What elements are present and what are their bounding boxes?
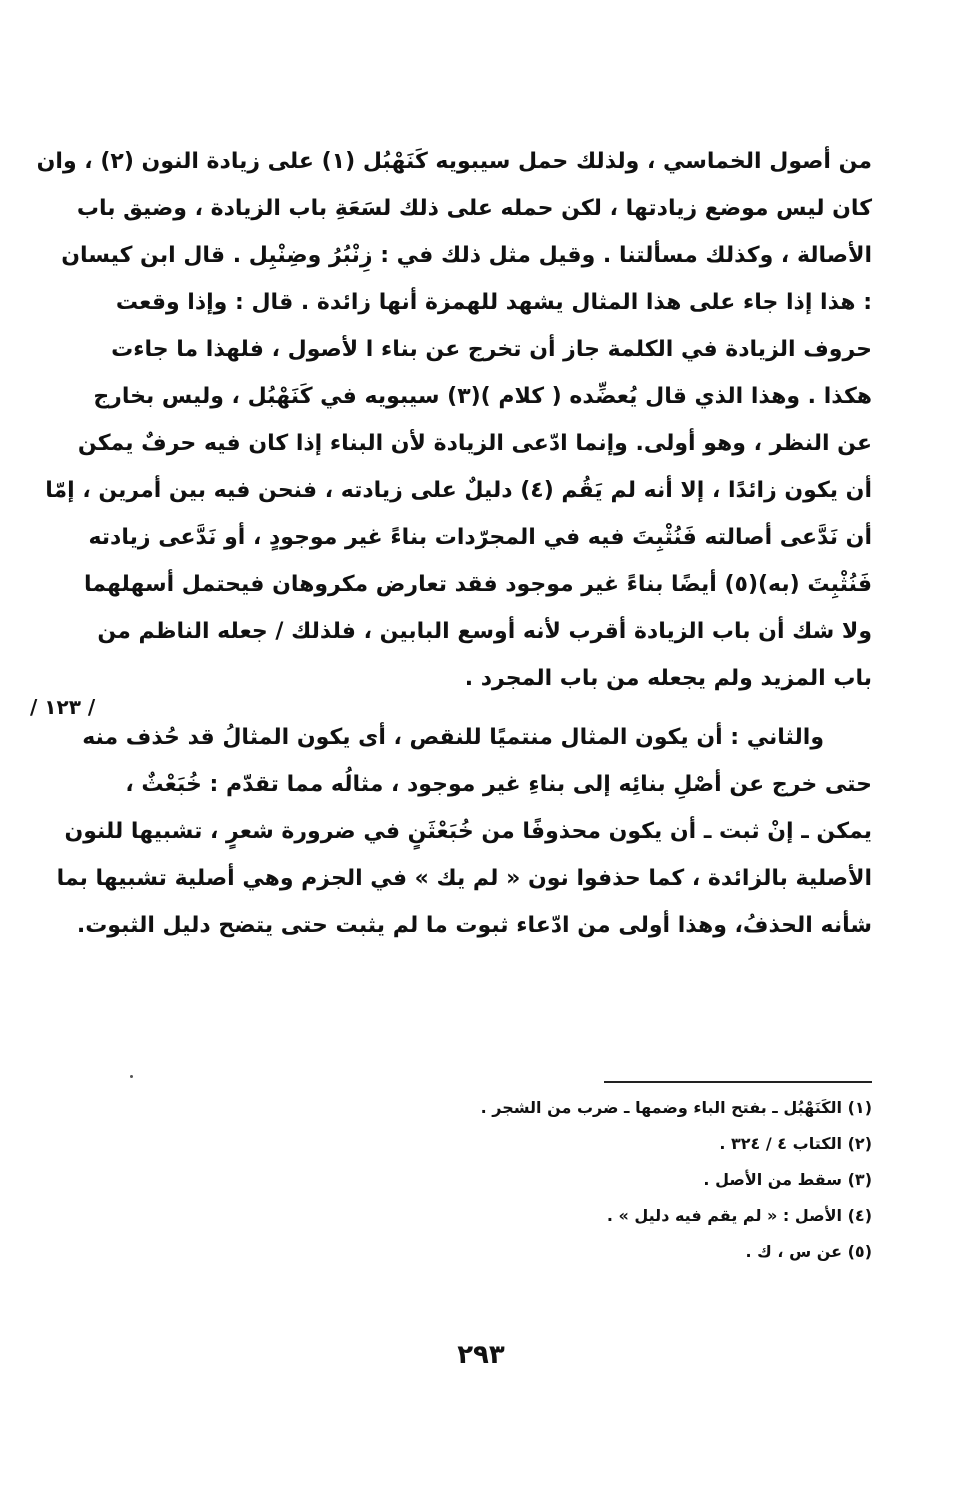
footnote-item: (٢) الكتاب ٤ / ٣٢٤ . (719, 1134, 872, 1153)
text-line: يمكن ـ إنْ ثبت ـ أن يكون محذوفًا من خُبَعْثَنٍ في ضرورة شعرٍ ، تشبيها للنون (64, 819, 872, 844)
paragraph-gap (130, 702, 872, 714)
footnote-item: (٤) الأصل : « لم يقم فيه دليل » . (606, 1206, 872, 1225)
text-line: والثاني : أن يكون المثال منتميًا للنقص ، أى يكون المثالُ قد حُذف منه (82, 725, 824, 750)
text-line: حتى خرج عن أصْلِ بنائِه إلى بناءِ غير موجود ، مثالُه مما تقدّم : خُبَعْثٌ ، (125, 772, 872, 797)
text-line: الأصلية بالزائدة ، كما حذفوا نون « لم يك » في الجزم وهي أصلية تشبيها بما (56, 866, 872, 891)
footnote-item: (١) الكَنَهْبُل ـ بفتح الباء وضمها ـ ضرب من الشجر . (480, 1098, 872, 1117)
text-line: حروف الزيادة في الكلمة جاز أن تخرج عن بناء ا لأصول ، فلهذا ما جاءت (111, 337, 872, 362)
text-line: أن نَدَّعى أصالته فَنُثْبِتَ فيه في المجرّدات بناءً غير موجودٍ ، أو نَدَّعى زيادته (88, 525, 872, 550)
text-line: الأصالة ، وكذلك مسألتنا . وقيل مثل ذلك في : زِنْبُرُ وضِنْبِل . قال ابن كيسان (61, 243, 872, 268)
text-line: أن يكون زائدًا ، إلا أنه لم يَقُم (٤) دليلٌ على زيادته ، فنحن فيه بين أمرين ، إمّا (45, 478, 872, 503)
page-number: ٢٩٣ (457, 1340, 505, 1370)
text-line: كان ليس موضع زيادتها ، لكن حمله على ذلك لسَعَةِ باب الزيادة ، وضيق باب (76, 196, 872, 221)
margin-page-reference: / ١٢٣ / (30, 695, 96, 719)
text-line: : هذا إذا جاء على هذا المثال يشهد للهمزة أنها زائدة . قال : وإذا وقعت (115, 290, 872, 315)
text-line: شأنه الحذفُ، وهذا أولى من ادّعاء ثبوت ما لم يثبت حتى يتضح دليل الثبوت. (76, 913, 872, 938)
footnote-separator (604, 1081, 872, 1083)
footnote-item: (٣) سقط من الأصل . (703, 1170, 872, 1189)
footnote-item: (٥) عن س ، ك . (745, 1242, 872, 1261)
text-line: هكذا . وهذا الذي قال يُعضِّده ( كلام )(٣) سيبويه في كَنَهْبُل ، وليس بخارج (93, 384, 872, 409)
text-line: باب المزيد ولم يجعله من باب المجرد . (464, 666, 872, 691)
footnotes (130, 1090, 872, 1270)
scan-speck (130, 1075, 133, 1078)
text-line: ولا شك أن باب الزيادة أقرب لأنه أوسع البابين ، فلذلك / جعله الناظم من (97, 619, 872, 644)
text-line: فَنُثْبِتَ (به)(٥) أيضًا بناءً غير موجود فقد تعارض مكروهان فيحتمل أسهلهما (83, 572, 872, 597)
text-line: عن النظر ، وهو أولى. وإنما ادّعى الزيادة لأن البناء إذا كان فيه حرفٌ يمكن (77, 431, 872, 456)
text-line: من أصول الخماسي ، ولذلك حمل سيبويه كَنَهْبُل (١) على زيادة النون (٢) ، وان (36, 149, 872, 174)
